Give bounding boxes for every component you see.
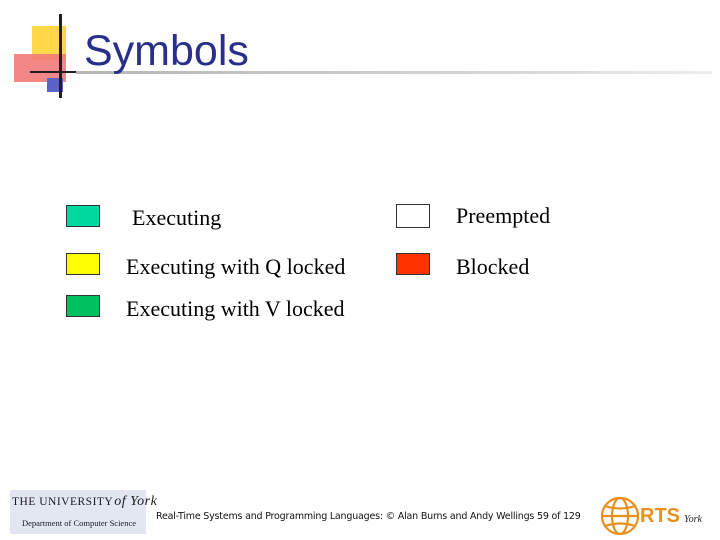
- university-of-york-logo: [10, 490, 158, 534]
- legend-label-executing-q-locked: Executing with Q locked: [126, 254, 346, 279]
- legend-label-preempted: Preempted: [456, 203, 551, 228]
- legend-label-executing: Executing: [132, 205, 222, 230]
- title-decoration-horizontal-line: [30, 71, 76, 73]
- legend-label-executing-v-locked: Executing with V locked: [126, 296, 345, 321]
- rts-york-logo: [598, 494, 710, 538]
- globe-icon: [602, 498, 638, 534]
- legend-swatch-executing-q-locked: [66, 253, 100, 275]
- rts-logo-text: RTS: [640, 505, 680, 527]
- university-logo-department: Department of Computer Science: [22, 518, 137, 528]
- footer-citation: Real-Time Systems and Programming Languages: © Alan Burns and Andy Wellings 59 of 129: [156, 511, 581, 522]
- legend-swatch-executing-v-locked: [66, 295, 100, 317]
- legend-swatch-preempted: [396, 204, 430, 228]
- university-logo-line1: THE UNIVERSITYof York: [12, 494, 158, 509]
- title-decoration-vertical-line: [59, 14, 62, 98]
- legend-label-blocked: Blocked: [456, 254, 530, 279]
- slide-title: Symbols: [84, 27, 249, 75]
- legend-swatch-blocked: [396, 253, 430, 275]
- rts-logo-york: York: [684, 514, 702, 525]
- legend-swatch-executing: [66, 205, 100, 227]
